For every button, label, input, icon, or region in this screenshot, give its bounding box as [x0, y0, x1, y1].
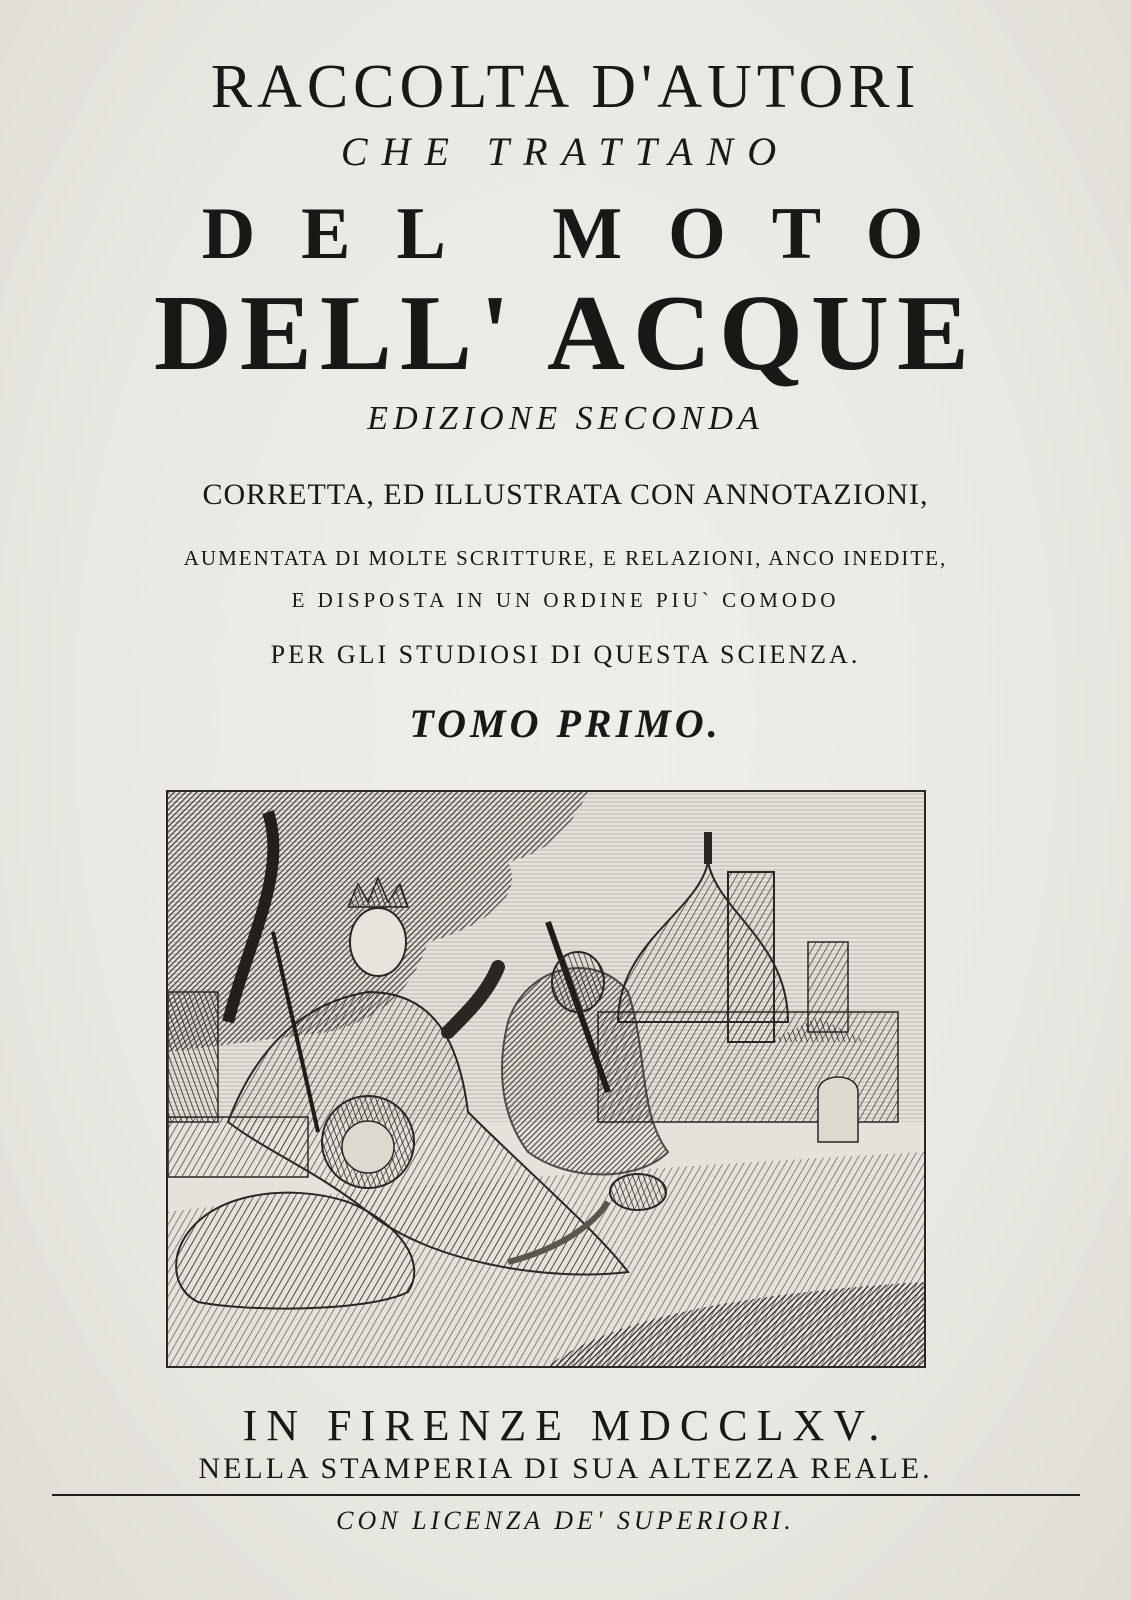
imprint-printer: NELLA STAMPERIA DI SUA ALTEZZA REALE.: [198, 1452, 933, 1485]
edition-line: EDIZIONE SECONDA: [367, 400, 764, 437]
title-line-dell-acque: DELL' ACQUE: [153, 274, 978, 393]
imprint-rule: [52, 1494, 1080, 1496]
title-line-che-trattano: CHE TRATTANO: [340, 129, 791, 174]
subtitle-line-4: PER GLI STUDIOSI DI QUESTA SCIENZA.: [270, 640, 861, 669]
title-line-raccolta: RACCOLTA D'AUTORI: [210, 53, 921, 121]
subtitle-line-2: AUMENTATA DI MOLTE SCRITTURE, E RELAZIONI, ANCO INEDITE,: [183, 546, 948, 570]
volume-line: TOMO PRIMO.: [409, 701, 722, 746]
title-line-del-moto: DEL MOTO: [201, 193, 970, 275]
imprint-place-year: IN FIRENZE MDCCLXV.: [242, 1401, 889, 1450]
imprint-license: CON LICENZA DE' SUPERIORI.: [336, 1506, 795, 1535]
frontispiece-engraving: [166, 790, 926, 1368]
subtitle-line-1: CORRETTA, ED ILLUSTRATA CON ANNOTAZIONI,: [202, 478, 929, 511]
subtitle-line-3: E DISPOSTA IN UN ORDINE PIU` COMODO: [291, 588, 840, 612]
